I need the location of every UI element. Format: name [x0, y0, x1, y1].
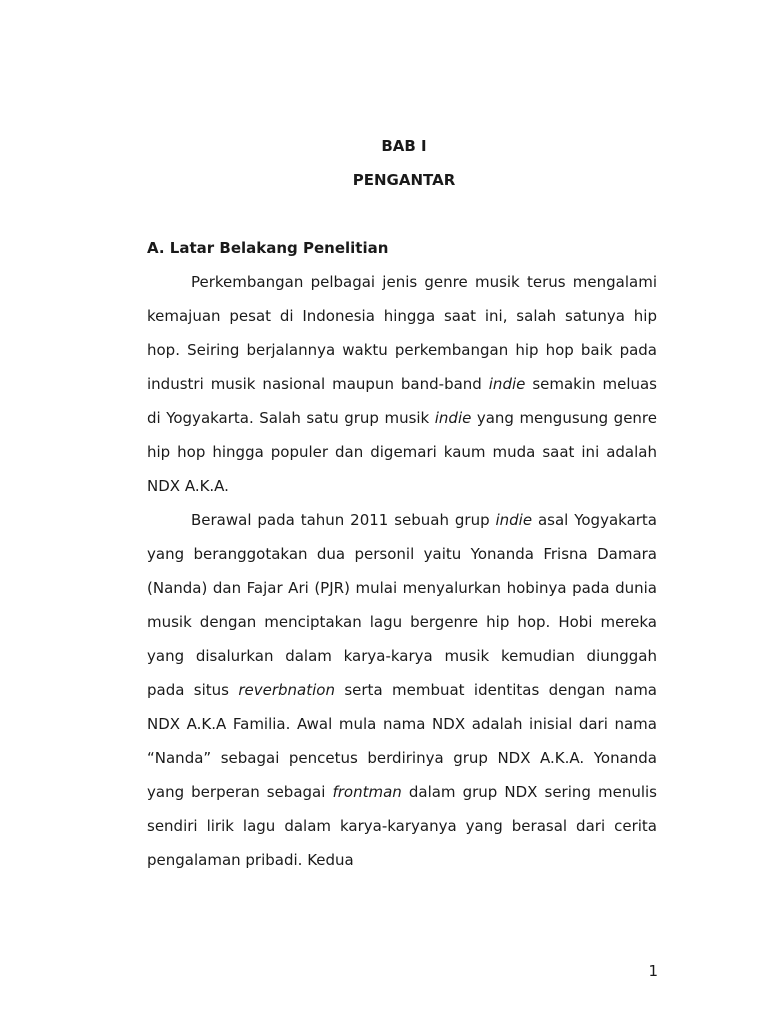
- paragraph-text-italic: indie: [434, 409, 472, 427]
- paragraph-text: semakin meluas di Yogyakarta. Salah satu grup musik: [147, 375, 657, 427]
- paragraph: [147, 503, 657, 877]
- paragraph-text: asal Yogyakarta yang beranggotakan dua personil yaitu Yonanda Frisna Damara (Nanda) dan Fajar Ari (PJR) mulai menyalurkan hobinya pada dunia musik dengan menciptakan lagu bergenre hip hop. Hobi mereka yang disalurkan dalam karya-karya musik kemudian diunggah pada situs: [147, 511, 657, 699]
- paragraph-text: Berawal pada tahun 2011 sebuah grup: [191, 511, 496, 529]
- paragraph: [147, 265, 657, 503]
- paragraph-text-italic: frontman: [332, 783, 402, 801]
- paragraph-text-italic: indie: [488, 375, 526, 393]
- paragraph-text: yang mengusung genre hip hop hingga populer dan digemari kaum muda saat ini adalah NDX A.K.A.: [147, 409, 657, 495]
- paragraph-text-italic: indie: [495, 511, 533, 529]
- page-number: 1: [648, 962, 658, 980]
- paragraph-text: serta membuat identitas dengan nama NDX A.K.A Familia. Awal mula nama NDX adalah inisial dari nama “Nanda” sebagai pencetus berdirinya grup NDX A.K.A. Yonanda yang berperan sebagai: [147, 681, 657, 801]
- paragraph-text: Perkembangan pelbagai jenis genre musik terus mengalami kemajuan pesat di Indonesia hingga saat ini, salah satunya hip hop. Seiring berjalannya waktu perkembangan hip hop baik pada industri musik nasional maupun band-band: [147, 273, 657, 393]
- paragraph-text-italic: reverbnation: [238, 681, 335, 699]
- chapter-number: BAB I: [381, 137, 427, 155]
- chapter-title: PENGANTAR: [352, 171, 456, 189]
- paragraph-text: dalam grup NDX sering menulis sendiri lirik lagu dalam karya-karyanya yang berasal dari cerita pengalaman pribadi. Kedua: [147, 783, 657, 869]
- section-heading: A. Latar Belakang Penelitian: [147, 239, 389, 257]
